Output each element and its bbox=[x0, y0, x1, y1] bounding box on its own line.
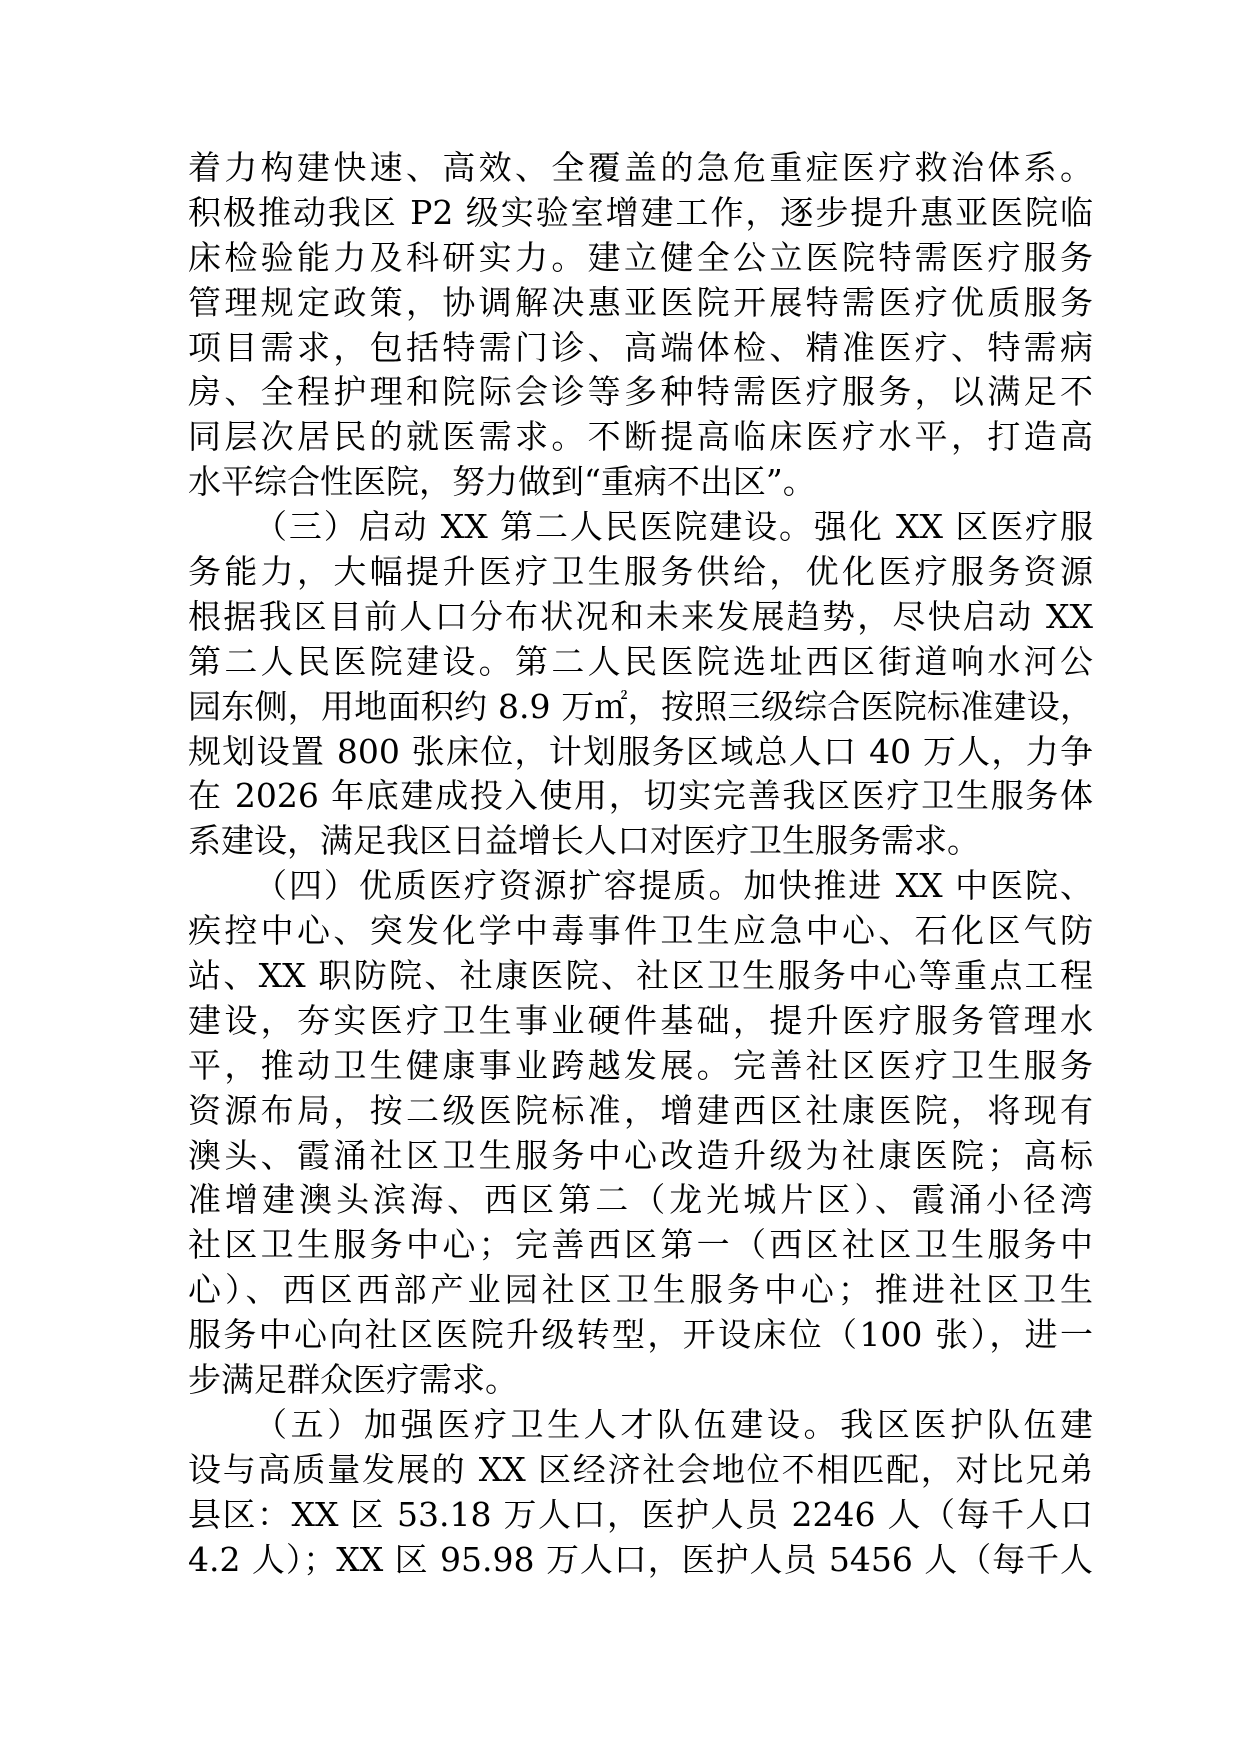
text-line: 4.2 人）；XX 区 95.98 万人口，医护人员 5456 人（每千人 bbox=[188, 1539, 1093, 1579]
text-line: 系建设，满足我区日益增长人口对医疗卫生服务需求。 bbox=[188, 821, 980, 861]
text-line: 疾控中心、突发化学中毒事件卫生应急中心、石化区气防 bbox=[188, 911, 1093, 951]
body-text bbox=[188, 146, 1093, 1583]
text-line: 管理规定政策，协调解决惠亚医院开展特需医疗优质服务 bbox=[188, 282, 1093, 322]
text-line: 园东侧，用地面积约 8.9 万㎡，按照三级综合医院标准建设， bbox=[188, 686, 1093, 726]
text-line: 积极推动我区 P2 级实验室增建工作，逐步提升惠亚医院临 bbox=[188, 192, 1093, 232]
text-line: 心）、西区西部产业园社区卫生服务中心；推进社区卫生 bbox=[188, 1270, 1093, 1310]
text-line: 着力构建快速、高效、全覆盖的急危重症医疗救治体系。 bbox=[188, 148, 1093, 187]
text-line: 同层次居民的就医需求。不断提高临床医疗水平，打造高 bbox=[188, 417, 1093, 457]
section-heading-line: （三）启动 XX 第二人民医院建设。强化 XX 区医疗服 bbox=[254, 507, 1093, 547]
text-line: 社区卫生服务中心；完善西区第一（西区社区卫生服务中 bbox=[188, 1225, 1093, 1265]
text-line: 规划设置 800 张床位，计划服务区域总人口 40 万人，力争 bbox=[188, 731, 1093, 771]
text-line: 平，推动卫生健康事业跨越发展。完善社区医疗卫生服务 bbox=[188, 1045, 1093, 1085]
text-line: 县区：XX 区 53.18 万人口，医护人员 2246 人（每千人口 bbox=[188, 1494, 1093, 1534]
text-line: 建设，夯实医疗卫生事业硬件基础，提升医疗服务管理水 bbox=[188, 1000, 1093, 1040]
section-heading-line: （五）加强医疗卫生人才队伍建设。我区医护队伍建 bbox=[254, 1404, 1093, 1444]
text-line: 站、XX 职防院、社康医院、社区卫生服务中心等重点工程 bbox=[188, 956, 1093, 996]
text-line: 步满足群众医疗需求。 bbox=[188, 1360, 518, 1400]
text-line: 床检验能力及科研实力。建立健全公立医院特需医疗服务 bbox=[188, 237, 1093, 277]
text-line: 第二人民医院建设。第二人民医院选址西区街道响水河公 bbox=[188, 641, 1093, 681]
text-line: 服务中心向社区医院升级转型，开设床位（100 张），进一 bbox=[188, 1315, 1093, 1355]
text-line: 项目需求，包括特需门诊、高端体检、精准医疗、特需病 bbox=[188, 327, 1093, 367]
text-line: 房、全程护理和院际会诊等多种特需医疗服务，以满足不 bbox=[188, 372, 1093, 412]
text-line: 水平综合性医院，努力做到“重病不出区”。 bbox=[188, 462, 816, 502]
text-line: 准增建澳头滨海、西区第二（龙光城片区）、霞涌小径湾 bbox=[188, 1180, 1093, 1220]
section-heading-line: （四）优质医疗资源扩容提质。加快推进 XX 中医院、 bbox=[254, 866, 1093, 906]
text-line: 资源布局，按二级医院标准，增建西区社康医院，将现有 bbox=[188, 1090, 1093, 1130]
text-line: 务能力，大幅提升医疗卫生服务供给，优化医疗服务资源 bbox=[188, 552, 1093, 592]
text-line: 在 2026 年底建成投入使用，切实完善我区医疗卫生服务体 bbox=[188, 776, 1093, 816]
text-line: 根据我区目前人口分布状况和未来发展趋势，尽快启动 XX bbox=[188, 596, 1093, 636]
text-line: 澳头、霞涌社区卫生服务中心改造升级为社康医院；高标 bbox=[188, 1135, 1093, 1175]
text-line: 设与高质量发展的 XX 区经济社会地位不相匹配，对比兄弟 bbox=[188, 1449, 1093, 1489]
